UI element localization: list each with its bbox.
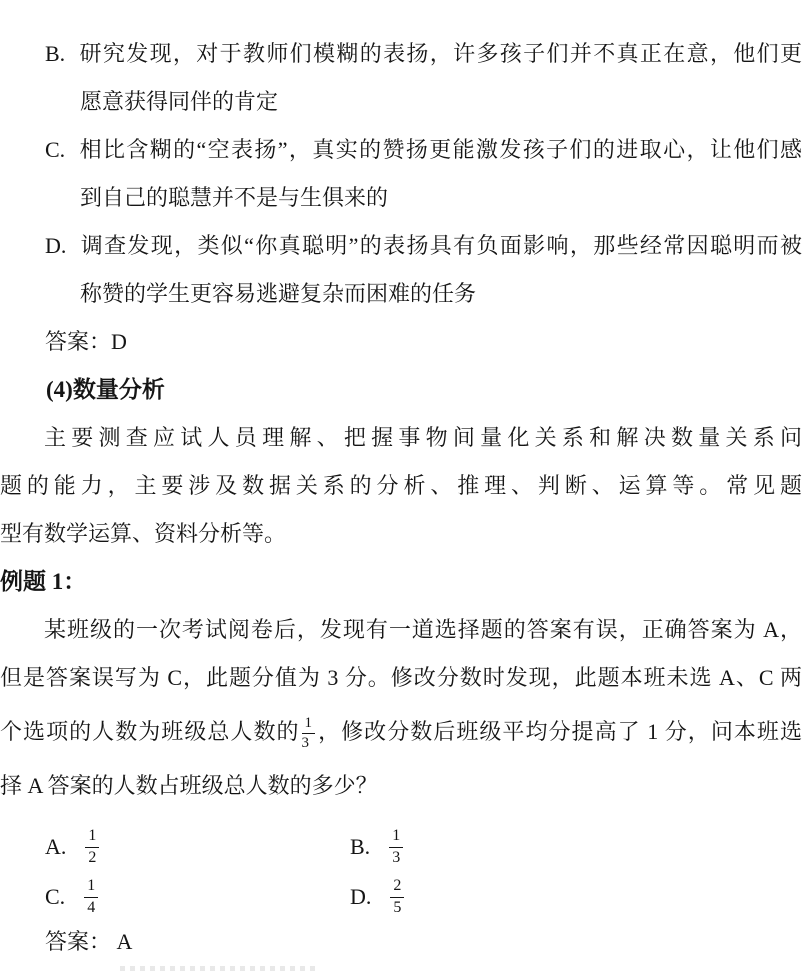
mc-options-row-2 xyxy=(0,872,802,922)
section-heading: (4)数量分析 xyxy=(46,377,165,402)
fraction-denominator: 3 xyxy=(392,848,401,866)
option-letter: C. xyxy=(45,137,66,162)
fraction-denominator: 4 xyxy=(87,898,96,916)
example-heading: 例题 1： xyxy=(0,569,87,594)
fraction-numerator: 2 xyxy=(390,877,404,897)
question-text-before-fraction: 个选项的人数为班级总人数的 xyxy=(0,719,300,744)
fraction-one-third xyxy=(389,827,403,867)
option-text: 研究发现，对于教师们模糊的表扬，许多孩子们并不真正在意，他们更 xyxy=(78,41,802,66)
option-text-continued: 称赞的学生更容易逃避复杂而困难的任务 xyxy=(80,281,477,306)
mc-options-row-1 xyxy=(0,822,802,872)
option-text: 调查发现，类似“你真聪明”的表扬具有负面影响，那些经常因聪明而被 xyxy=(79,233,802,258)
fraction-numerator: 1 xyxy=(84,877,98,897)
mc-option-c xyxy=(45,877,350,917)
fraction-numerator: 1 xyxy=(302,715,316,734)
choice-option-b xyxy=(0,30,802,126)
cut-off-next-line-artifact xyxy=(120,966,315,971)
answer-text-first: 答案：D xyxy=(45,329,127,354)
option-line xyxy=(0,30,802,78)
fraction-one-quarter xyxy=(84,877,98,917)
question-line: 某班级的一次考试阅卷后，发现有一道选择题的答案有误，正确答案为 A， xyxy=(44,617,802,642)
question-line-with-fraction xyxy=(0,702,802,762)
option-letter: D. xyxy=(350,884,372,909)
mc-option-d xyxy=(350,877,406,917)
inline-fraction-one-third xyxy=(302,715,316,753)
section-paragraph-line: 型有数学运算、资料分析等。 xyxy=(0,521,287,546)
fraction-denominator: 5 xyxy=(393,898,402,916)
choice-option-c xyxy=(0,126,802,222)
option-letter: C. xyxy=(45,884,66,909)
option-letter: B. xyxy=(45,41,66,66)
option-text-continued: 到自己的聪慧并不是与生俱来的 xyxy=(80,185,389,210)
answer-text-second: 答案： A xyxy=(45,929,133,954)
section-paragraph-line: 题的能力，主要涉及数据关系的分析、推理、判断、运算等。常见题 xyxy=(0,473,802,498)
fraction-numerator: 1 xyxy=(85,827,99,847)
fraction-denominator: 3 xyxy=(301,735,310,752)
option-letter: B. xyxy=(350,834,371,859)
option-letter: D. xyxy=(45,233,67,258)
mc-option-b xyxy=(350,827,405,867)
section-paragraph-line: 主要测查应试人员理解、把握事物间量化关系和解决数量关系问 xyxy=(44,425,802,450)
fraction-two-fifths xyxy=(390,877,404,917)
fraction-denominator: 2 xyxy=(88,848,97,866)
mc-option-a xyxy=(45,827,350,867)
option-letter: A. xyxy=(45,834,67,859)
fraction-one-half xyxy=(85,827,99,867)
question-text-after-fraction: ，修改分数后班级平均分提高了 1 分，问本班选 xyxy=(317,719,802,744)
option-line xyxy=(0,126,802,174)
option-text: 相比含糊的“空表扬”，真实的赞扬更能激发孩子们的进取心，让他们感 xyxy=(78,137,802,162)
question-line: 但是答案误写为 C，此题分值为 3 分。修改分数时发现，此题本班未选 A、C 两 xyxy=(0,665,802,690)
choice-option-d xyxy=(0,222,802,318)
question-line-last: 择 A 答案的人数占班级总人数的多少？ xyxy=(0,773,378,798)
option-line xyxy=(0,222,802,270)
option-text-continued: 愿意获得同伴的肯定 xyxy=(80,89,279,114)
fraction-numerator: 1 xyxy=(389,827,403,847)
